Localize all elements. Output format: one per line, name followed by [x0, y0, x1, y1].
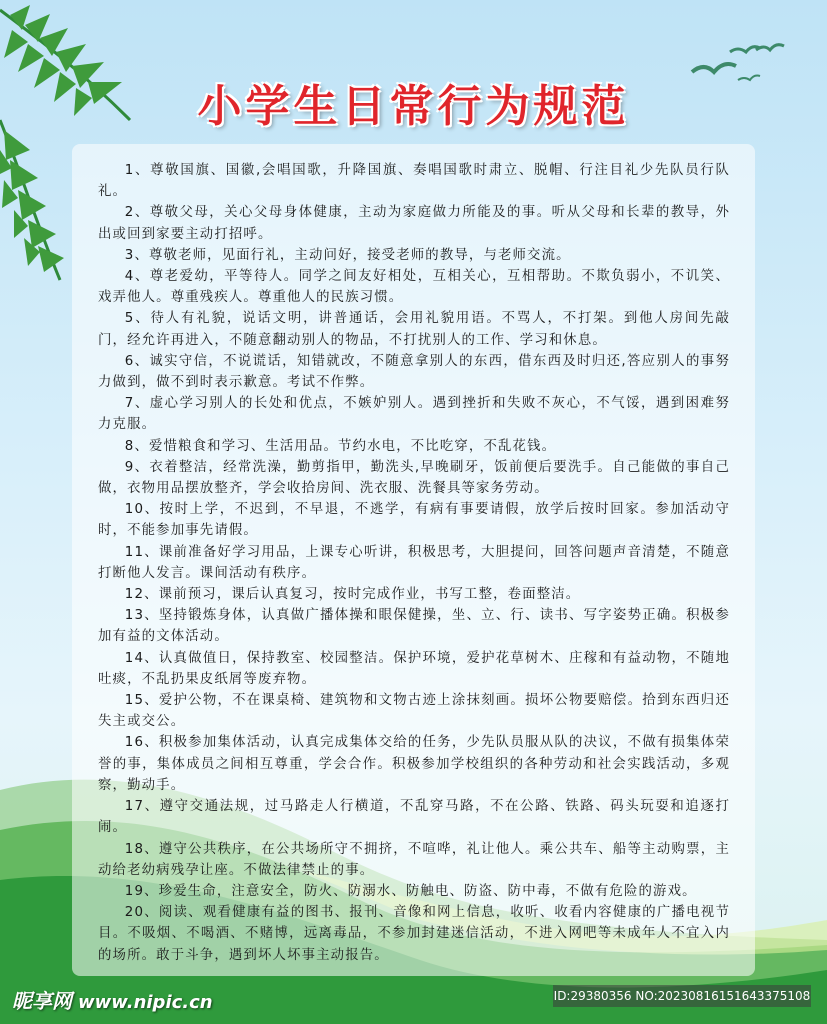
poster-title: 小学生日常行为规范	[197, 81, 630, 132]
rule-item: 2、尊敬父母，关心父母身体健康，主动为家庭做力所能及的事。听从父母和长辈的教导，外出或回到家要主动打招呼。	[98, 205, 730, 242]
rule-item: 19、珍爱生命，注意安全，防火、防溺水、防触电、防盗、防中毒，不做有危险的游戏。	[124, 883, 697, 899]
rule-item: 1、尊敬国旗、国徽,会唱国歌，升降国旗、奏唱国歌时肃立、脱帽、行注目礼少先队员行队礼。	[98, 163, 730, 200]
rule-item: 12、课前预习，课后认真复习，按时完成作业，书写工整，卷面整洁。	[124, 587, 581, 603]
rules-list	[98, 160, 730, 966]
rule-item: 8、爱惜粮食和学习、生活用品。节约水电，不比吃穿，不乱花钱。	[124, 438, 557, 454]
rule-item: 9、衣着整洁，经常洗澡，勤剪指甲，勤洗头,早晚刷牙，饭前便后要洗手。自己能做的事自己做，衣物用品摆放整齐，学会收拾房间、洗衣服、洗餐具等家务劳动。	[98, 459, 730, 497]
rule-item: 5、待人有礼貌，说话文明，讲普通话，会用礼貌用语。不骂人，不打架。到他人房间先敲门，经允许再进入，不随意翻动别人的物品，不打扰别人的工作、学习和休息。	[98, 311, 730, 348]
rule-item: 11、课前准备好学习用品，上课专心听讲，积极思考，大胆提问，回答问题声音清楚，不随意打断他人发言。课间活动有秩序。	[98, 544, 730, 581]
rule-item: 7、虚心学习别人的长处和优点，不嫉妒别人。遇到挫折和失败不灰心，不气馁，遇到困难努力克服。	[98, 396, 730, 433]
rule-item: 14、认真做值日，保持教室、校园整洁。保护环境，爱护花草树木、庄稼和有益动物，不随地吐痰，不乱扔果皮纸屑等废弃物。	[98, 650, 730, 687]
rule-item: 3、尊敬老师，见面行礼，主动问好，接受老师的教导，与老师交流。	[124, 247, 571, 263]
rule-item: 20、阅读、观看健康有益的图书、报刊、音像和网上信息，收听、收看内容健康的广播电视节目。不吸烟、不喝酒、不赌博，远离毒品，不参加封建迷信活动，不进入网吧等未成年人不宜入内的场所。敢于斗争，遇到坏人坏事主动报告。	[98, 905, 730, 963]
rule-item: 17、遵守交通法规，过马路走人行横道，不乱穿马路，不在公路、铁路、码头玩耍和追逐打闹。	[98, 799, 730, 836]
watermark-id: ID:29380356 NO:20230816151643375108	[553, 985, 811, 1007]
rule-item: 10、按时上学，不迟到，不早退，不逃学，有病有事要请假，放学后按时回家。参加活动守时，不能参加事先请假。	[98, 502, 730, 539]
watermark-brand: 昵享网	[12, 989, 72, 1013]
rule-item: 18、遵守公共秩序，在公共场所守不拥挤，不喧哗，礼让他人。乘公共车、船等主动购票，主动给老幼病残孕让座。不做法律禁止的事。	[98, 841, 730, 878]
watermark-site: www.nipic.cn	[78, 992, 213, 1013]
watermark-logo	[12, 985, 213, 1014]
rule-item: 6、诚实守信，不说谎话，知错就改，不随意拿别人的东西，借东西及时归还,答应别人的事努力做到，做不到时表示歉意。考试不作弊。	[98, 353, 730, 391]
rule-item: 16、积极参加集体活动，认真完成集体交给的任务，少先队员服从队的决议，不做有损集体荣誉的事，集体成员之间相互尊重，学会合作。积极参加学校组织的各种劳动和社会实践活动，多观察，勤动手。	[98, 735, 730, 793]
rule-item: 4、尊老爱幼，平等待人。同学之间友好相处，互相关心，互相帮助。不欺负弱小，不讥笑、戏弄他人。尊重残疾人。尊重他人的民族习惯。	[98, 269, 730, 306]
rule-item: 15、爱护公物，不在课桌椅、建筑物和文物古迹上涂抹刻画。损坏公物要赔偿。拾到东西归还失主或交公。	[98, 693, 730, 730]
rule-item: 13、坚持锻炼身体，认真做广播体操和眼保健操，坐、立、行、读书、写字姿势正确。积极参加有益的文体活动。	[98, 608, 730, 645]
